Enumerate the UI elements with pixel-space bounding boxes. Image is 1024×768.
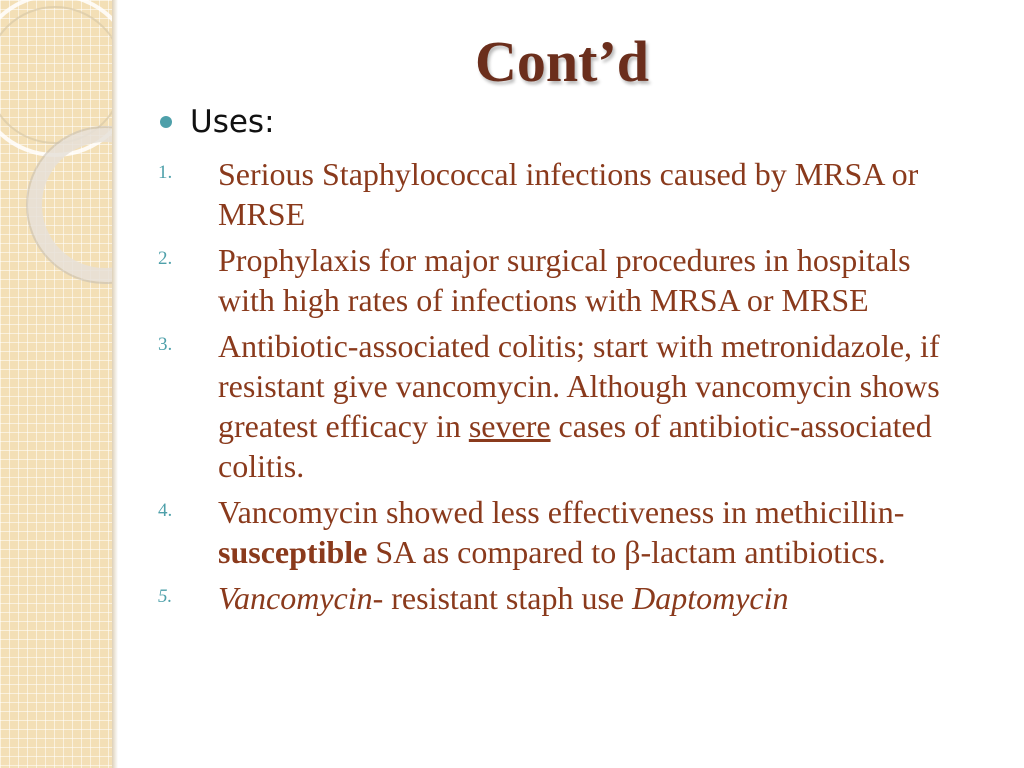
italic-term: Daptomycin (632, 580, 789, 616)
list-item-5 (158, 578, 958, 618)
item-text-part: cases of antibiotic-associated colitis. (218, 408, 932, 484)
uses-bullet (160, 104, 275, 140)
item-text: Prophylaxis for major surgical procedures in hospitals with high rates of infections with MRSA or MRSE (218, 242, 911, 318)
item-text (218, 326, 958, 486)
italic-term: Vancomycin (218, 580, 373, 616)
slide-title: Cont’d (474, 29, 650, 94)
item-number: 2. (158, 248, 173, 269)
list-item-1 (158, 154, 958, 234)
item-number: 5. (158, 586, 173, 607)
list-item-2 (158, 240, 958, 320)
item-number: 1. (158, 162, 173, 183)
uses-list (158, 154, 958, 624)
item-text-part: SA as compared to β-lactam antibiotics. (367, 534, 886, 570)
item-number: 3. (158, 334, 173, 355)
underlined-term: severe (468, 408, 551, 444)
item-text: Serious Staphylococcal infections caused by MRSA or MRSE (218, 156, 919, 232)
list-item-4 (158, 492, 958, 572)
decorative-rings (0, 0, 112, 768)
decorative-sidebar (0, 0, 112, 768)
sidebar-divider (112, 0, 118, 768)
item-text-part: Vancomycin showed less effectiveness in methicillin- (218, 494, 905, 530)
uses-label: Uses: (190, 104, 275, 140)
bold-term: susceptible (218, 534, 368, 570)
item-text (218, 492, 958, 572)
item-number: 4. (158, 500, 173, 521)
list-item-3 (158, 326, 958, 486)
bullet-dot-icon (160, 116, 172, 128)
item-text-part: Antibiotic-associated colitis; start with metronidazole, if resistant give vancomycin. Although vancomycin shows greatest efficacy in (218, 328, 940, 444)
item-text (218, 578, 789, 618)
item-text-part: - resistant staph use (372, 580, 633, 616)
